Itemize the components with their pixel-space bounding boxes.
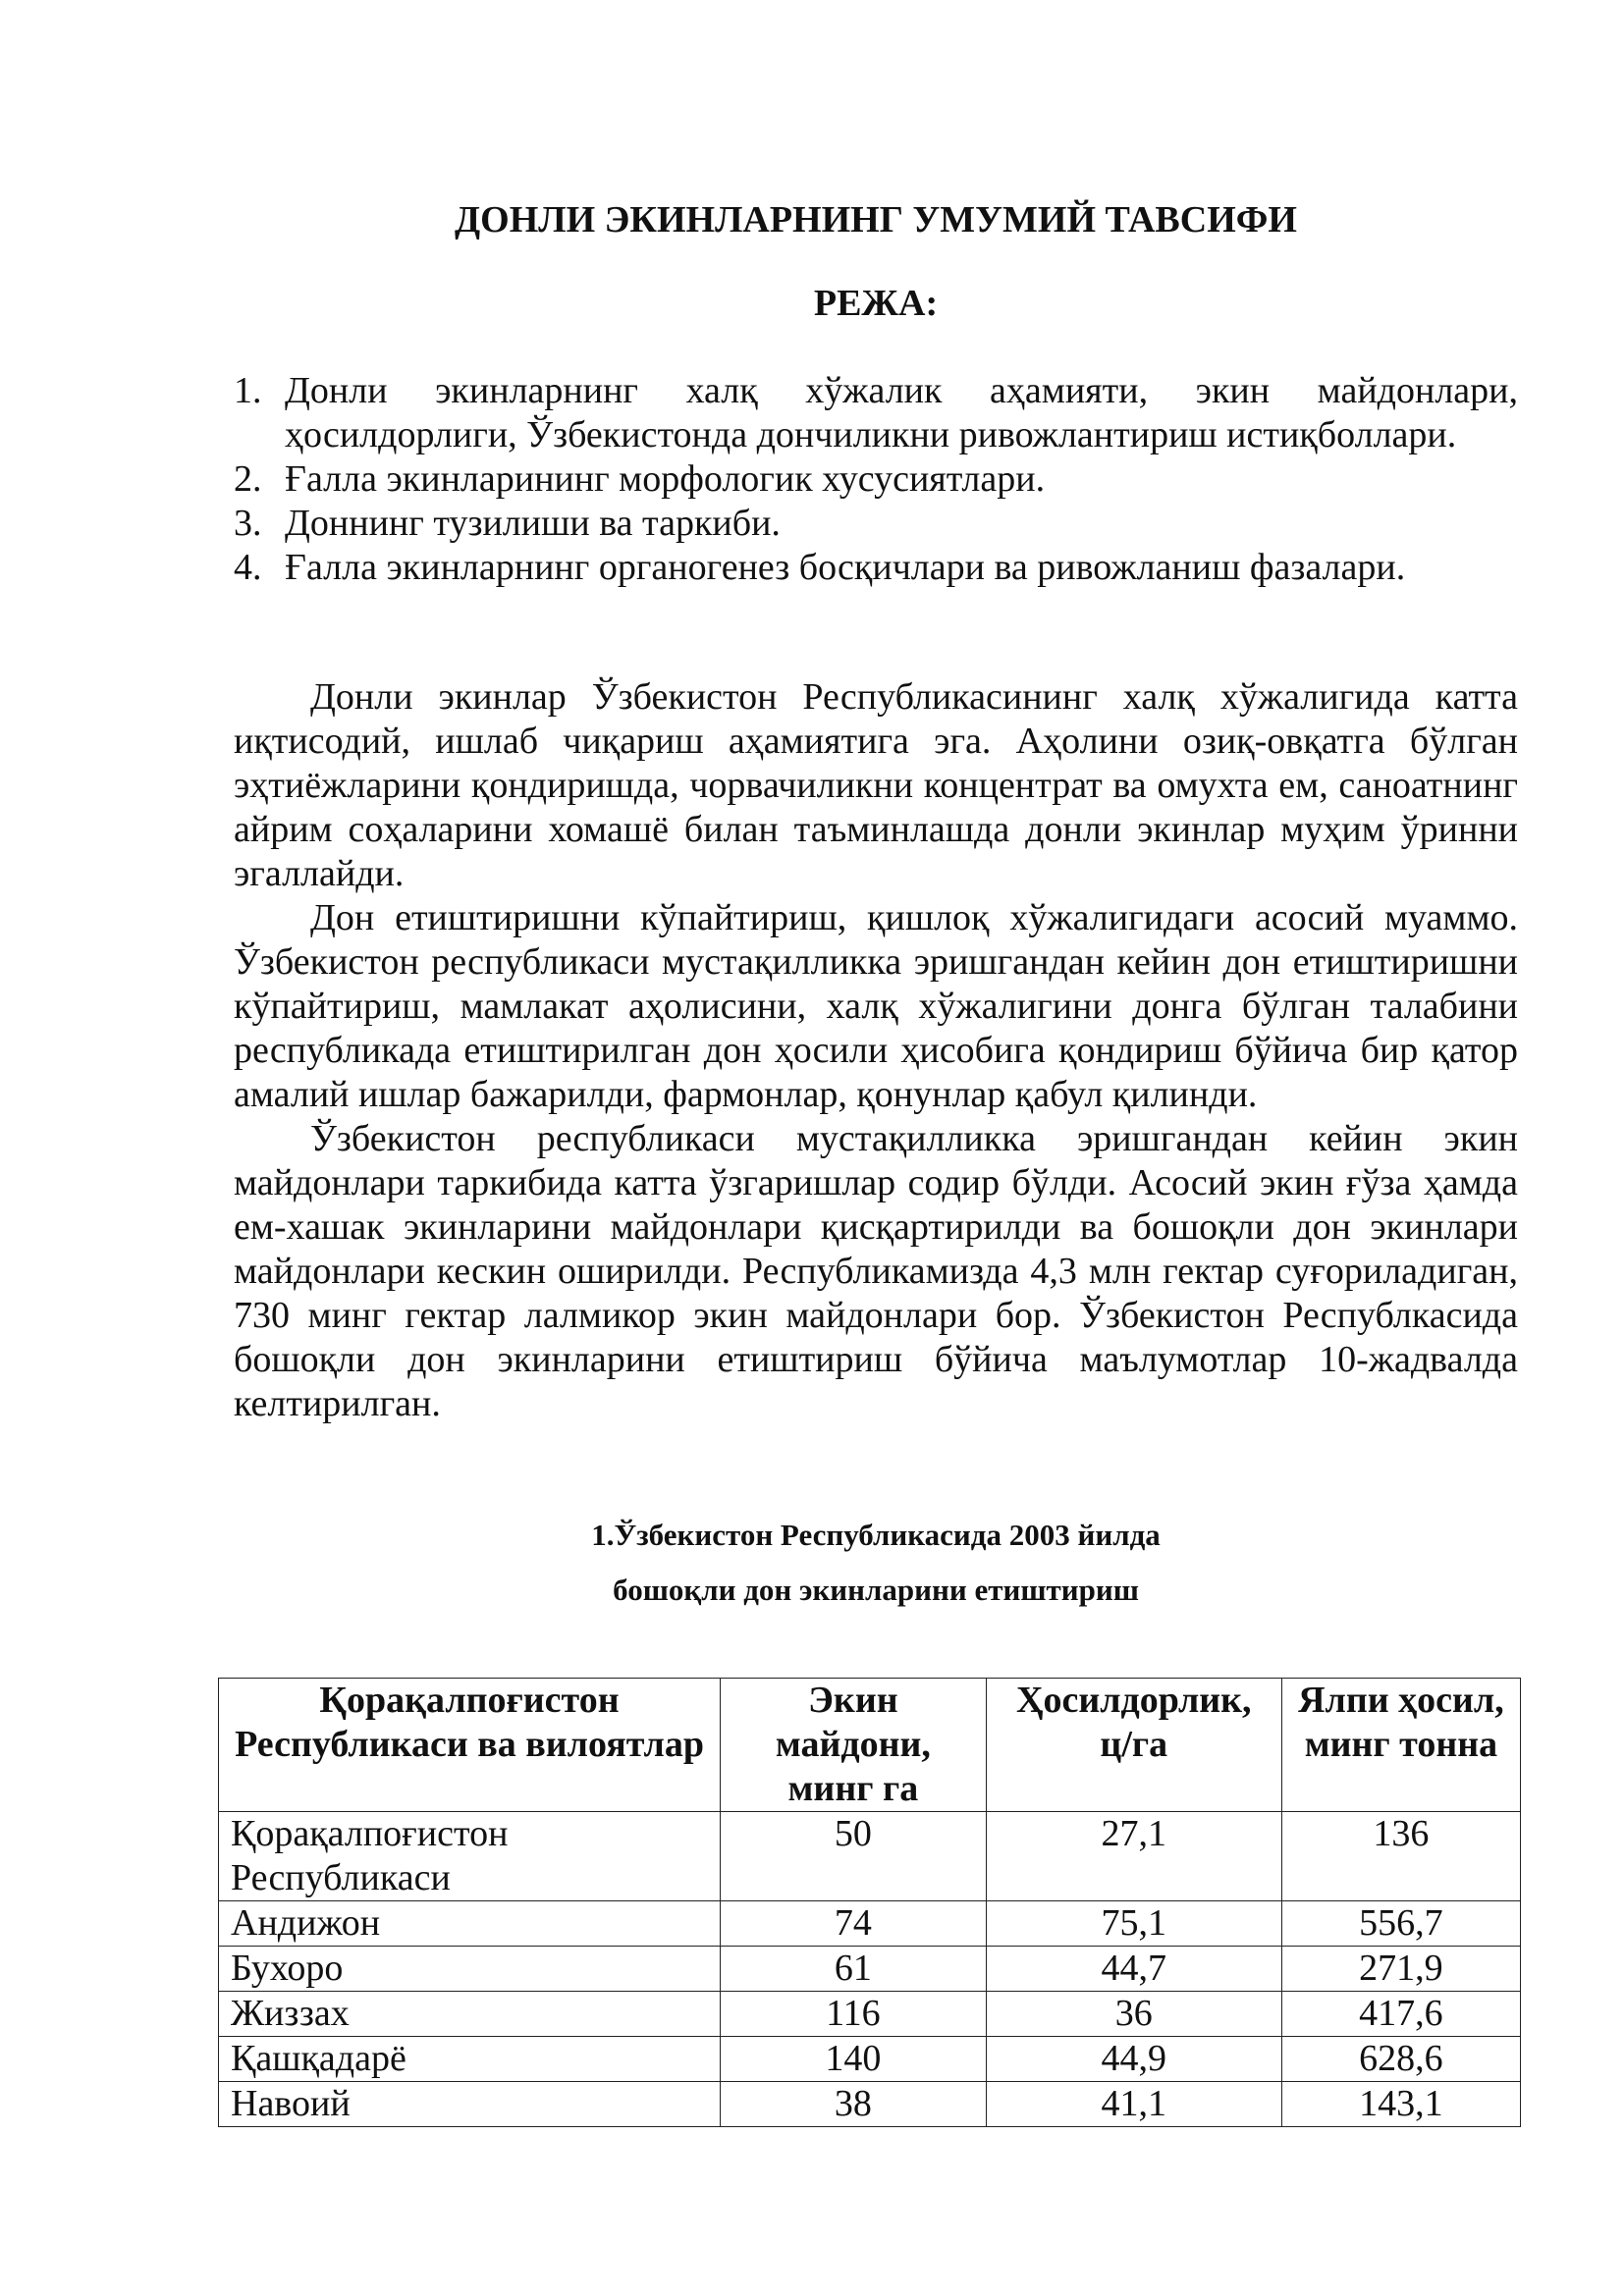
document-title: ДОНЛИ ЭКИНЛАРНИНГ УМУМИЙ ТАВСИФИ — [455, 199, 1297, 240]
cell-region: Навоий — [219, 2082, 721, 2127]
table-row — [219, 1901, 1521, 1947]
plan-item — [234, 546, 1518, 590]
body-text — [234, 675, 1518, 1426]
table-row — [219, 1992, 1521, 2037]
cell-area: 116 — [721, 1992, 987, 2037]
plan-item-text: Доннинг тузилиши ва таркиби. — [285, 503, 781, 544]
plan-item-text: Донли экинларнинг халқ хўжалик аҳамияти, экин майдонлари, ҳосилдорлиги, Ўзбекистонда дончиликни ривожлантириш истиқболлари. — [285, 370, 1518, 455]
table-row — [219, 2037, 1521, 2082]
table-row — [219, 1812, 1521, 1901]
table-caption-line: бошоқли дон экинларини етиштириш — [613, 1573, 1139, 1607]
plan-item — [234, 369, 1518, 457]
cell-harvest: 136 — [1281, 1812, 1520, 1901]
table-header-row — [219, 1679, 1521, 1812]
paragraph: Донли экинлар Ўзбекистон Республикасининг халқ хўжалигида катта иқтисодий, ишлаб чиқариш аҳамиятига эга. Аҳолини озиқ-овқатга бўлган эҳтиёжларини қондиришда, чорвачиликни концентрат ва омухта ем, саноатнинг айрим соҳаларини хомашё билан таъминлашда донли экинлар муҳим ўринни эгаллайди. — [234, 676, 1518, 894]
cell-area: 61 — [721, 1947, 987, 1992]
column-header-yield: Ҳосилдорлик, ц/га — [986, 1679, 1281, 1812]
column-header-region: Қорақалпоғистон Республикаси ва вилоятлар — [219, 1679, 721, 1812]
plan-item-text: Ғалла экинларининг морфологик хусусиятлари. — [285, 458, 1046, 500]
paragraph: Ўзбекистон республикаси мустақилликка эришгандан кейин экин майдонлари таркибида катта ўзгаришлар содир бўлди. Асосий экин ғўза ҳамда ем-хашак экинларини майдонлари қисқартирилди ва бошоқли дон экинлари майдонлари кескин оширилди. Республикамизда 4,3 млн гектар суғориладиган, 730 минг гектар лалмикор экин майдонлари бор. Ўзбекистон Республкасида бошоқли дон экинларини етиштириш бўйича маълумотлар 10-жадвалда келтирилган. — [234, 1118, 1518, 1424]
cell-harvest: 143,1 — [1281, 2082, 1520, 2127]
cell-yield: 44,9 — [986, 2037, 1281, 2082]
cell-harvest: 417,6 — [1281, 1992, 1520, 2037]
cell-region: Қашқадарё — [219, 2037, 721, 2082]
cell-yield: 36 — [986, 1992, 1281, 2037]
grain-production-table — [218, 1678, 1521, 2127]
cell-area: 38 — [721, 2082, 987, 2127]
cell-harvest: 271,9 — [1281, 1947, 1520, 1992]
plan-item-number: 3. — [234, 503, 262, 544]
plan-list — [234, 369, 1518, 590]
cell-region: Бухоро — [219, 1947, 721, 1992]
cell-region: Жиззах — [219, 1992, 721, 2037]
plan-heading: РЕЖА: — [813, 283, 939, 324]
cell-area: 74 — [721, 1901, 987, 1947]
cell-region: Андижон — [219, 1901, 721, 1947]
plan-item-text: Ғалла экинларнинг органогенез босқичлари ва ривожланиш фазалари. — [285, 547, 1406, 588]
cell-area: 50 — [721, 1812, 987, 1901]
cell-yield: 44,7 — [986, 1947, 1281, 1992]
table-row — [219, 2082, 1521, 2127]
cell-harvest: 628,6 — [1281, 2037, 1520, 2082]
cell-area: 140 — [721, 2037, 987, 2082]
cell-yield: 27,1 — [986, 1812, 1281, 1901]
plan-item-number: 4. — [234, 547, 262, 588]
column-header-area: Экин майдони, минг га — [721, 1679, 987, 1812]
table-caption-line: 1.Ўзбекистон Республикасида 2003 йилда — [591, 1518, 1161, 1552]
table-caption — [234, 1508, 1518, 1618]
plan-item — [234, 502, 1518, 546]
cell-harvest: 556,7 — [1281, 1901, 1520, 1947]
plan-item-number: 1. — [234, 370, 262, 411]
plan-item-number: 2. — [234, 458, 262, 500]
column-header-harvest: Ялпи ҳосил, минг тонна — [1281, 1679, 1520, 1812]
table-row — [219, 1947, 1521, 1992]
paragraph: Дон етиштиришни кўпайтириш, қишлоқ хўжалигидаги асосий муаммо. Ўзбекистон республикаси мустақилликка эришгандан кейин дон етиштиришни кўпайтириш, мамлакат аҳолисини, халқ хўжалигини донга бўлган талабини республикада етиштирилган дон ҳосили ҳисобига қондириш бўйича бир қатор амалий ишлар бажарилди, фармонлар, қонунлар қабул қилинди. — [234, 897, 1518, 1115]
cell-region: Қорақалпоғистон Республикаси — [219, 1812, 721, 1901]
cell-yield: 41,1 — [986, 2082, 1281, 2127]
cell-yield: 75,1 — [986, 1901, 1281, 1947]
plan-item — [234, 457, 1518, 502]
